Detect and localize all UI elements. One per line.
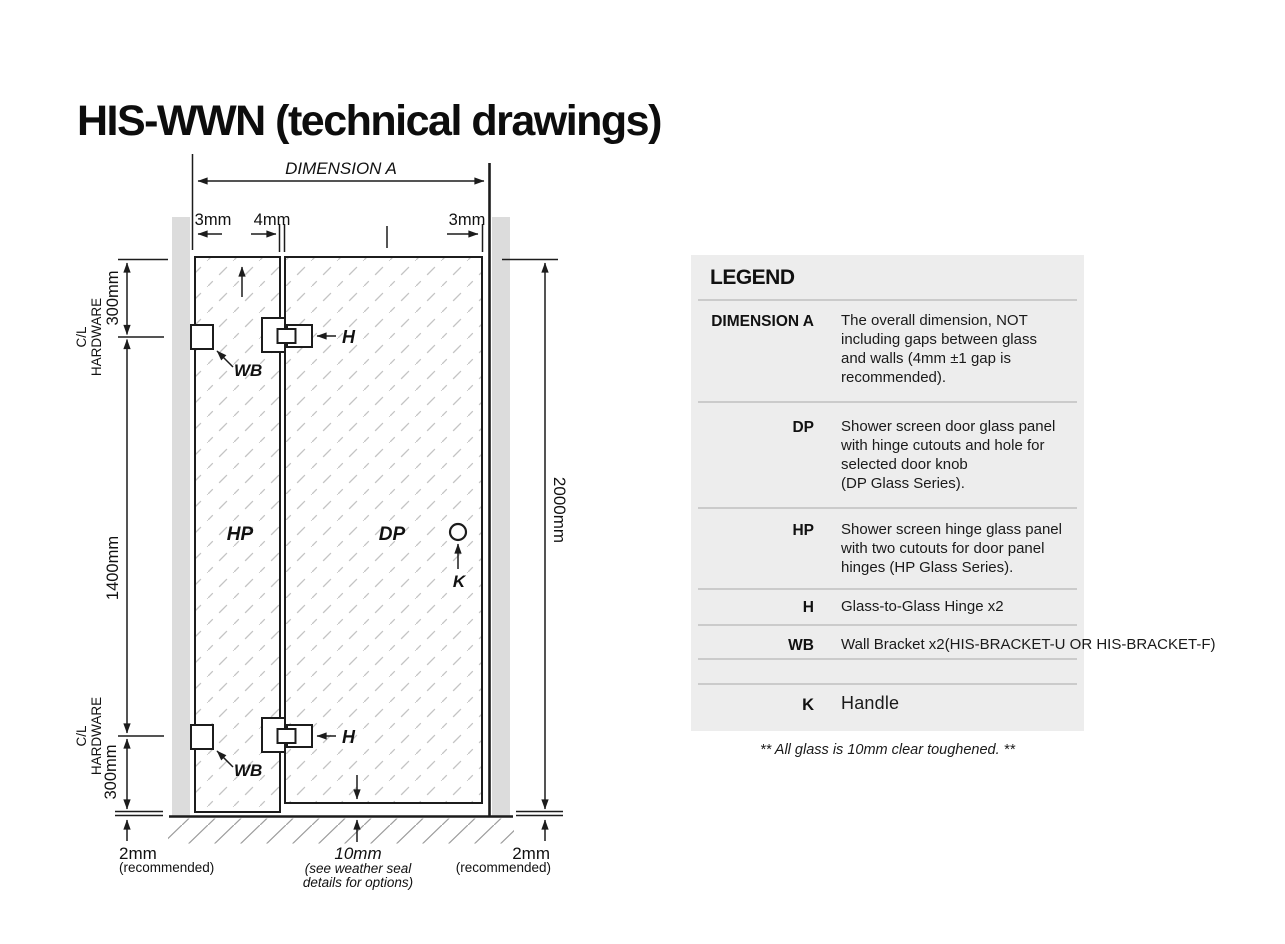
bottom-offset-label: 300mm <box>102 744 120 800</box>
legend-term-dp: DP <box>792 419 814 436</box>
legend-panel <box>691 255 1216 731</box>
legend-title: LEGEND <box>710 266 795 289</box>
svg-text:HARDWARE: HARDWARE <box>89 696 104 776</box>
wall-bracket-bottom-label: WB <box>234 761 263 780</box>
wall-right <box>492 217 510 817</box>
legend-divider <box>698 683 1077 685</box>
legend-term-hp: HP <box>792 522 814 539</box>
svg-text:C/L: C/L <box>74 326 89 348</box>
cl-hardware-bottom <box>74 697 104 775</box>
legend-desc-wb: Wall Bracket x2(HIS-BRACKET-U OR HIS-BRACKET-F) <box>841 636 1216 653</box>
legend-desc-k: Handle <box>841 693 900 713</box>
hinge-bottom-label: H <box>342 727 355 747</box>
middle-span-label: 1400mm <box>104 535 122 601</box>
cl-hardware-top <box>74 298 104 376</box>
hp-panel-label: HP <box>226 524 254 545</box>
gap-right-label: 3mm <box>448 211 486 229</box>
bottom-middle-gap-label: 10mm <box>334 844 382 863</box>
handle-label: K <box>452 572 466 591</box>
legend-desc-hp: Shower screen hinge glass panel with two cutouts for door panel hinges (HP Glass Series). <box>841 521 1062 576</box>
bottom-left-gap-label: 2mm <box>119 844 157 863</box>
legend-term-dimension-a: DIMENSION A <box>711 313 814 330</box>
legend-divider <box>698 401 1077 403</box>
dimension-a-label: DIMENSION A <box>285 159 397 178</box>
floor <box>168 817 514 844</box>
legend-desc-dimension-a: The overall dimension, NOT including gaps between glass and walls (4mm ±1 gap is recommended). <box>841 312 1037 386</box>
hinge-top-label: H <box>342 327 355 347</box>
glass-footnote: ** All glass is 10mm clear toughened. ** <box>760 742 1015 758</box>
left-dimensions <box>74 260 214 876</box>
legend-term-h: H <box>802 599 814 616</box>
wall-bracket-top-label: WB <box>234 361 263 380</box>
page-title: HIS-WWN (technical drawings) <box>77 96 661 145</box>
legend-desc-dp: Shower screen door glass panel with hinge cutouts and hole for selected door knob (DP Glass Series). <box>841 418 1056 492</box>
svg-text:HARDWARE: HARDWARE <box>89 297 104 377</box>
bottom-right-gap-note: (recommended) <box>455 860 551 875</box>
gap-middle-label: 4mm <box>253 211 291 229</box>
gap-left-label: 3mm <box>194 211 232 229</box>
legend-divider <box>698 658 1077 660</box>
legend-divider <box>698 299 1077 301</box>
legend-divider <box>698 624 1077 626</box>
bottom-left-gap-note: (recommended) <box>119 860 215 875</box>
legend-term-wb: WB <box>788 637 814 654</box>
dp-panel-label: DP <box>378 524 406 545</box>
weather-seal-note-line1: (see weather seal <box>304 861 412 876</box>
svg-text:C/L: C/L <box>74 725 89 747</box>
top-offset-label: 300mm <box>104 270 122 326</box>
legend-term-k: K <box>802 696 814 714</box>
legend-divider <box>698 588 1077 590</box>
weather-seal-note-line2: details for options) <box>302 875 414 890</box>
bottom-right-gap-label: 2mm <box>512 844 550 863</box>
wall-left <box>172 217 190 817</box>
legend-divider <box>698 507 1077 509</box>
legend-desc-h: Glass-to-Glass Hinge x2 <box>841 598 1004 615</box>
height-label: 2000mm <box>550 476 569 544</box>
top-gap-dimensions <box>195 211 486 252</box>
